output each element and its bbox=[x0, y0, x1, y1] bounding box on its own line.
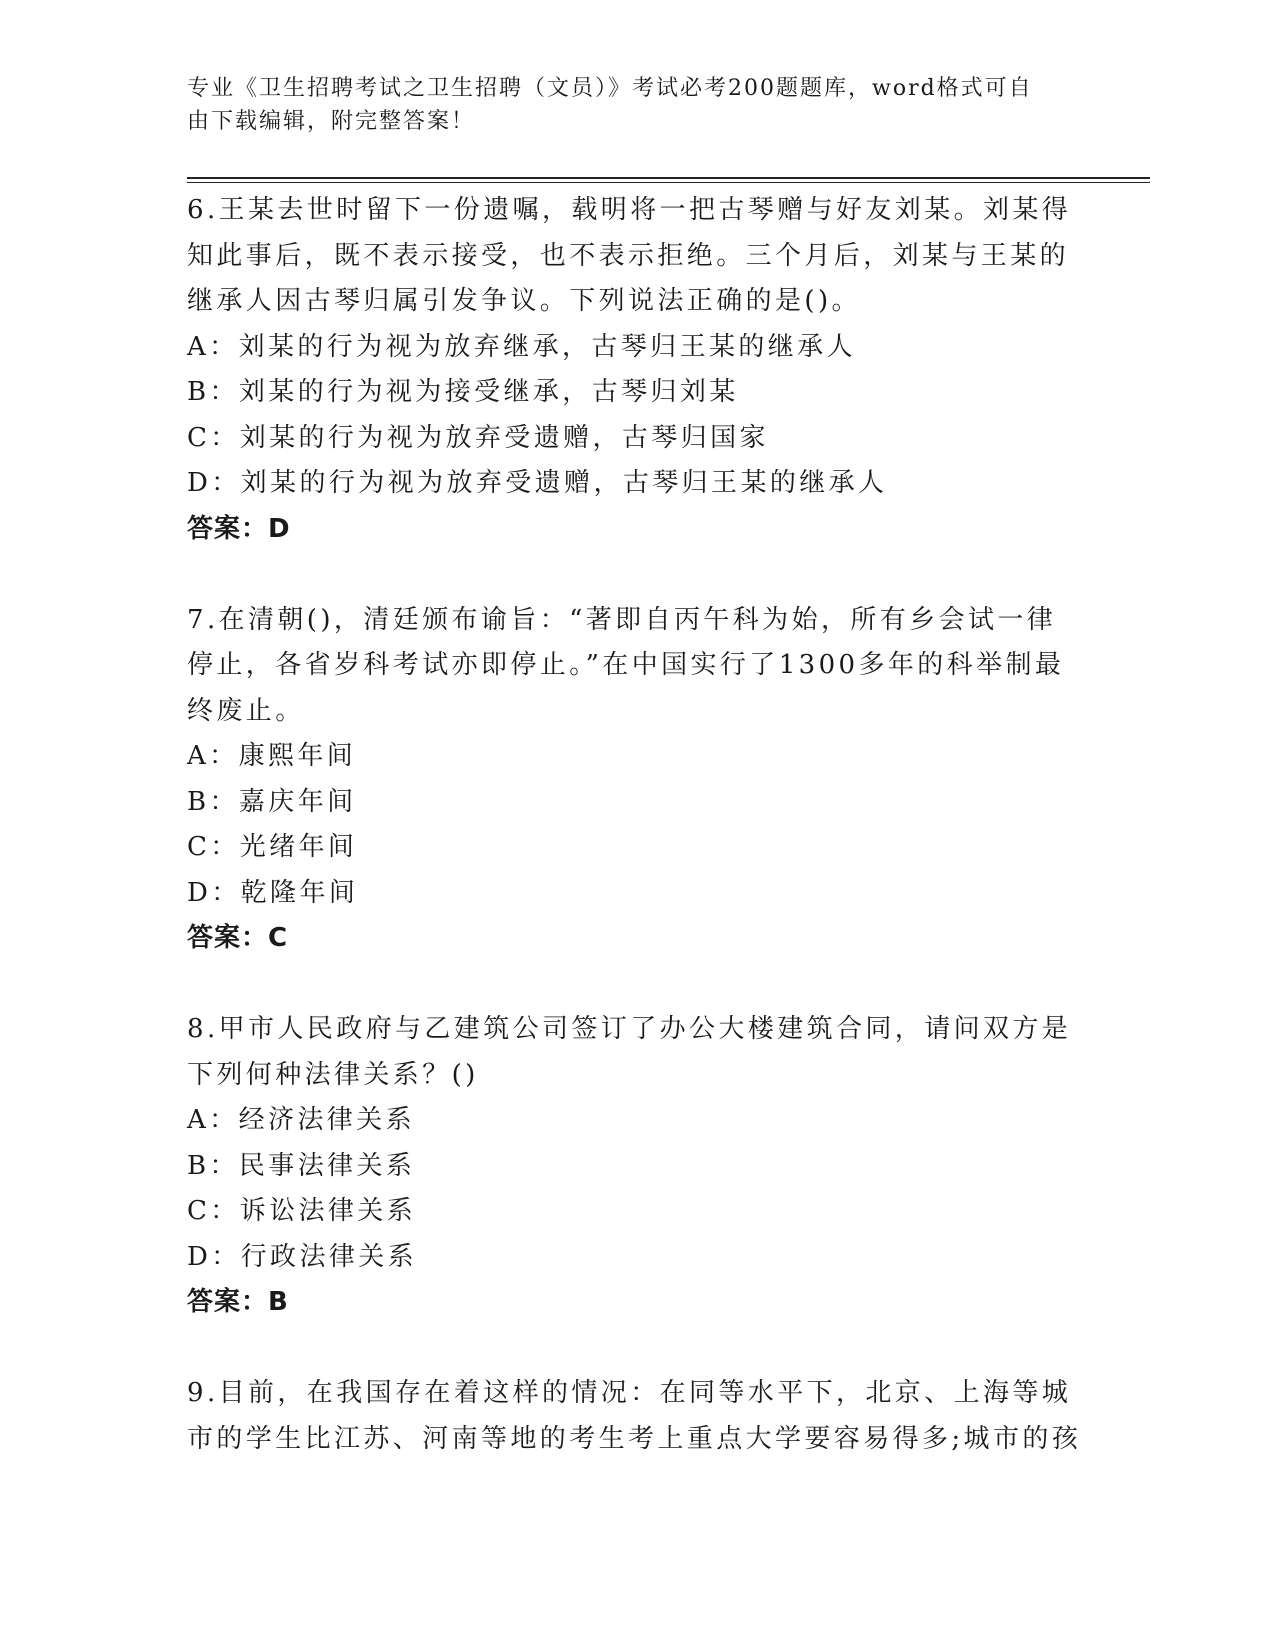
question-9 bbox=[187, 1371, 1087, 1462]
option-a: A：刘某的行为视为放弃继承，古琴归王某的继承人 bbox=[187, 331, 856, 362]
option-d: D：乾隆年间 bbox=[187, 877, 359, 908]
option-b: B：刘某的行为视为接受继承，古琴归刘某 bbox=[187, 377, 739, 407]
option-c: C：光绪年间 bbox=[187, 832, 358, 862]
header-line-2: 由下载编辑，附完整答案！ bbox=[187, 109, 476, 134]
question-6 bbox=[187, 188, 1087, 552]
question-stem-line: 停止，各省岁科考试亦即停止。”在中国实行了1300多年的科举制最 bbox=[187, 650, 1065, 680]
question-list bbox=[187, 188, 1087, 1462]
answer: 答案：C bbox=[187, 923, 289, 953]
question-stem-line: 8.甲市人民政府与乙建筑公司签订了办公大楼建筑合同，请问双方是 bbox=[187, 1014, 1072, 1044]
question-stem-line: 6.王某去世时留下一份遗嘱，载明将一把古琴赠与好友刘某。刘某得 bbox=[187, 195, 1072, 225]
document-header bbox=[187, 72, 1067, 138]
option-c: C：刘某的行为视为放弃受遗赠，古琴归国家 bbox=[187, 422, 769, 453]
header-divider-thick bbox=[187, 177, 1150, 179]
question-stem-line: 9.目前，在我国存在着这样的情况：在同等水平下，北京、上海等城 bbox=[187, 1378, 1072, 1408]
option-a: A：经济法律关系 bbox=[187, 1105, 415, 1135]
question-stem-line: 终废止。 bbox=[187, 695, 305, 726]
question-8 bbox=[187, 1007, 1087, 1326]
question-stem-line: 知此事后，既不表示接受，也不表示拒绝。三个月后，刘某与王某的 bbox=[187, 240, 1070, 271]
question-stem-line: 市的学生比江苏、河南等地的考生考上重点大学要容易得多;城市的孩 bbox=[187, 1423, 1082, 1454]
question-stem-line: 7.在清朝()，清廷颁布谕旨：“著即自丙午科为始，所有乡会试一律 bbox=[187, 604, 1057, 635]
answer: 答案：D bbox=[187, 513, 291, 544]
option-d: D：刘某的行为视为放弃受遗赠，古琴归王某的继承人 bbox=[187, 468, 888, 498]
question-stem-line: 下列何种法律关系？() bbox=[187, 1059, 479, 1090]
option-c: C：诉讼法律关系 bbox=[187, 1196, 417, 1226]
question-stem-line: 继承人因古琴归属引发争议。下列说法正确的是()。 bbox=[187, 286, 861, 316]
option-a: A：康熙年间 bbox=[187, 741, 357, 771]
option-d: D：行政法律关系 bbox=[187, 1241, 418, 1272]
header-line-1: 专业《卫生招聘考试之卫生招聘（文员）》考试必考200题题库，word格式可自 bbox=[187, 76, 1033, 101]
answer: 答案：B bbox=[187, 1287, 289, 1317]
header-divider-thin bbox=[187, 182, 1150, 183]
question-7 bbox=[187, 598, 1087, 962]
option-b: B：民事法律关系 bbox=[187, 1150, 416, 1181]
option-b: B：嘉庆年间 bbox=[187, 786, 357, 817]
